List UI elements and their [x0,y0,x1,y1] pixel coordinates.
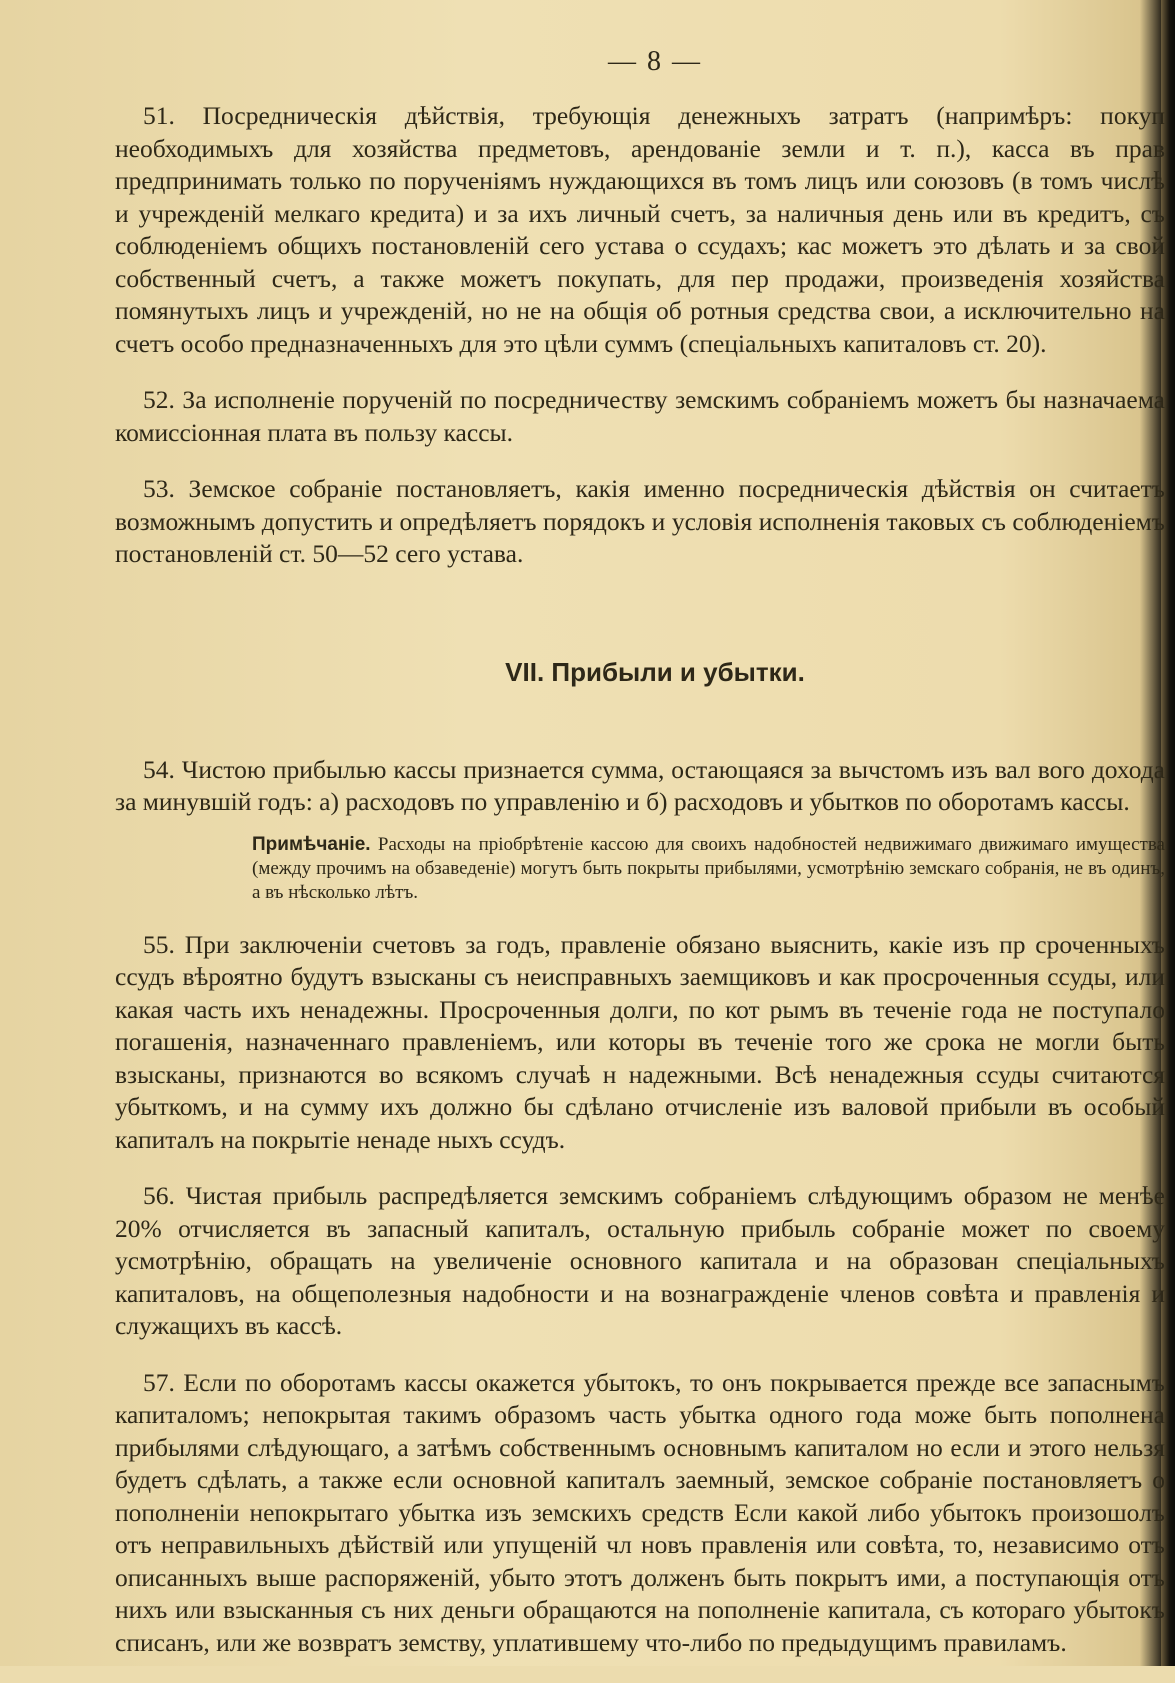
paragraph-56: 56. Чистая прибыль распредѣляется земскимъ собраніемъ слѣдующимъ образом не менѣе 20% отчисляется въ запасный капиталъ, остальную прибыль собраніе может по своему усмотрѣнію, обращать на увеличеніе основного капитала и на образован спеціальныхъ капиталовъ, на общеполезныя надобности и на вознагражденіе членов совѣта и правленія и служащихъ въ кассѣ. [115,1181,1165,1340]
paragraph-52: 52. За исполненіе порученій по посредничеству земскимъ собраніемъ можетъ бы назначаема комиссіонная плата въ пользу кассы. [115,385,1165,447]
paragraph-53: 53. Земское собраніе постановляетъ, какія именно посредническія дѣйствія он считаетъ возможнымъ допустить и опредѣляетъ порядокъ и условія исполненія таковых съ соблюденіемъ постановленій ст. 50—52 сего устава. [115,474,1165,568]
paragraph-57: 57. Если по оборотамъ кассы окажется убытокъ, то онъ покрывается прежде все запаснымъ капиталомъ; непокрытая такимъ образомъ часть убытка одного года може быть пополнена прибылями слѣдующаго, а затѣмъ собственнымъ основнымъ капиталом но если и этого нельзя будетъ сдѣлать, а также если основной капиталъ заемный, земское собраніе постановляетъ о пополненіи непокрытаго убытка изъ земскихъ средств Если какой либо убытокъ произошолъ отъ неправильныхъ дѣйствій или упущеній чл новъ правленія или совѣта, то, независимо отъ описанныхъ выше распоряженій, убыто этотъ долженъ быть покрытъ ими, а поступающія отъ нихъ или взысканныя съ них деньги обращаются на пополненіе капитала, съ котораго убытокъ списанъ, или же возвратъ земству, уплатившему что-либо по предыдущимъ правиламъ. [115,1367,1165,1657]
paragraph-54: 54. Чистою прибылью кассы признается сумма, остающаяся за вычстомъ изъ вал вого дохода за минувшій годъ: а) расходовъ по управленію и б) расходовъ и убытков по оборотамъ кассы. [115,754,1165,816]
paragraph-51: 51. Посредническія дѣйствія, требующія денежныхъ затратъ (напримѣръ: покуп необходимыхъ для хозяйства предметовъ, арендованіе земли и т. п.), касса въ прав предпринимать только по порученіямъ нуждающихся въ томъ лицъ или союзовъ (в томъ числѣ и учрежденій мелкаго кредита) и за ихъ личный счетъ, за наличныя день или въ кредитъ, съ соблюденіемъ общихъ постановленій сего устава о ссудахъ; кас можетъ это дѣлать и за свой собственный счетъ, а также можетъ покупать, для пер продажи, произведенія хозяйства помянутыхъ лицъ и учрежденій, но не на общія об ротныя средства свои, а исключительно на счетъ особо предназначенныхъ для это цѣли суммъ (спеціальныхъ капиталовъ ст. 20). [115,101,1165,358]
note [115,833,1165,905]
page-content [115,46,1165,1683]
paragraph-55: 55. При заключеніи счетовъ за годъ, правленіе обязано выяснить, какіе изъ пр сроченныхъ ссудъ вѣроятно будутъ взысканы съ неисправныхъ заемщиковъ и как просроченныя ссуды, или какая часть ихъ ненадежны. Просроченныя долги, по кот рымъ въ теченіе года не поступало погашенія, назначеннаго правленіемъ, или которы въ теченіе того же срока не могли быть взысканы, признаются во всякомъ случаѣ н надежными. Всѣ ненадежныя ссуды считаются убыткомъ, и на сумму ихъ должно бы сдѣлано отчисленіе изъ валовой прибыли въ особый капиталъ на покрытіе ненаде ныхъ ссудъ. [115,929,1165,1154]
note-text: Расходы на пріобрѣтеніе кассою для своихъ надобностей недвижимаго движимаго имущества (между прочимъ на обзаведеніе) могутъ быть покрыты прибылями, усмотрѣнію земскаго собранія, не въ одинъ, а въ нѣсколько лѣтъ. [252,833,1165,903]
section-title: VII. Прибыли и убытки. [505,656,805,687]
page-number: — 8 — [608,46,702,77]
note-label: Примѣчаніе. [252,833,371,855]
